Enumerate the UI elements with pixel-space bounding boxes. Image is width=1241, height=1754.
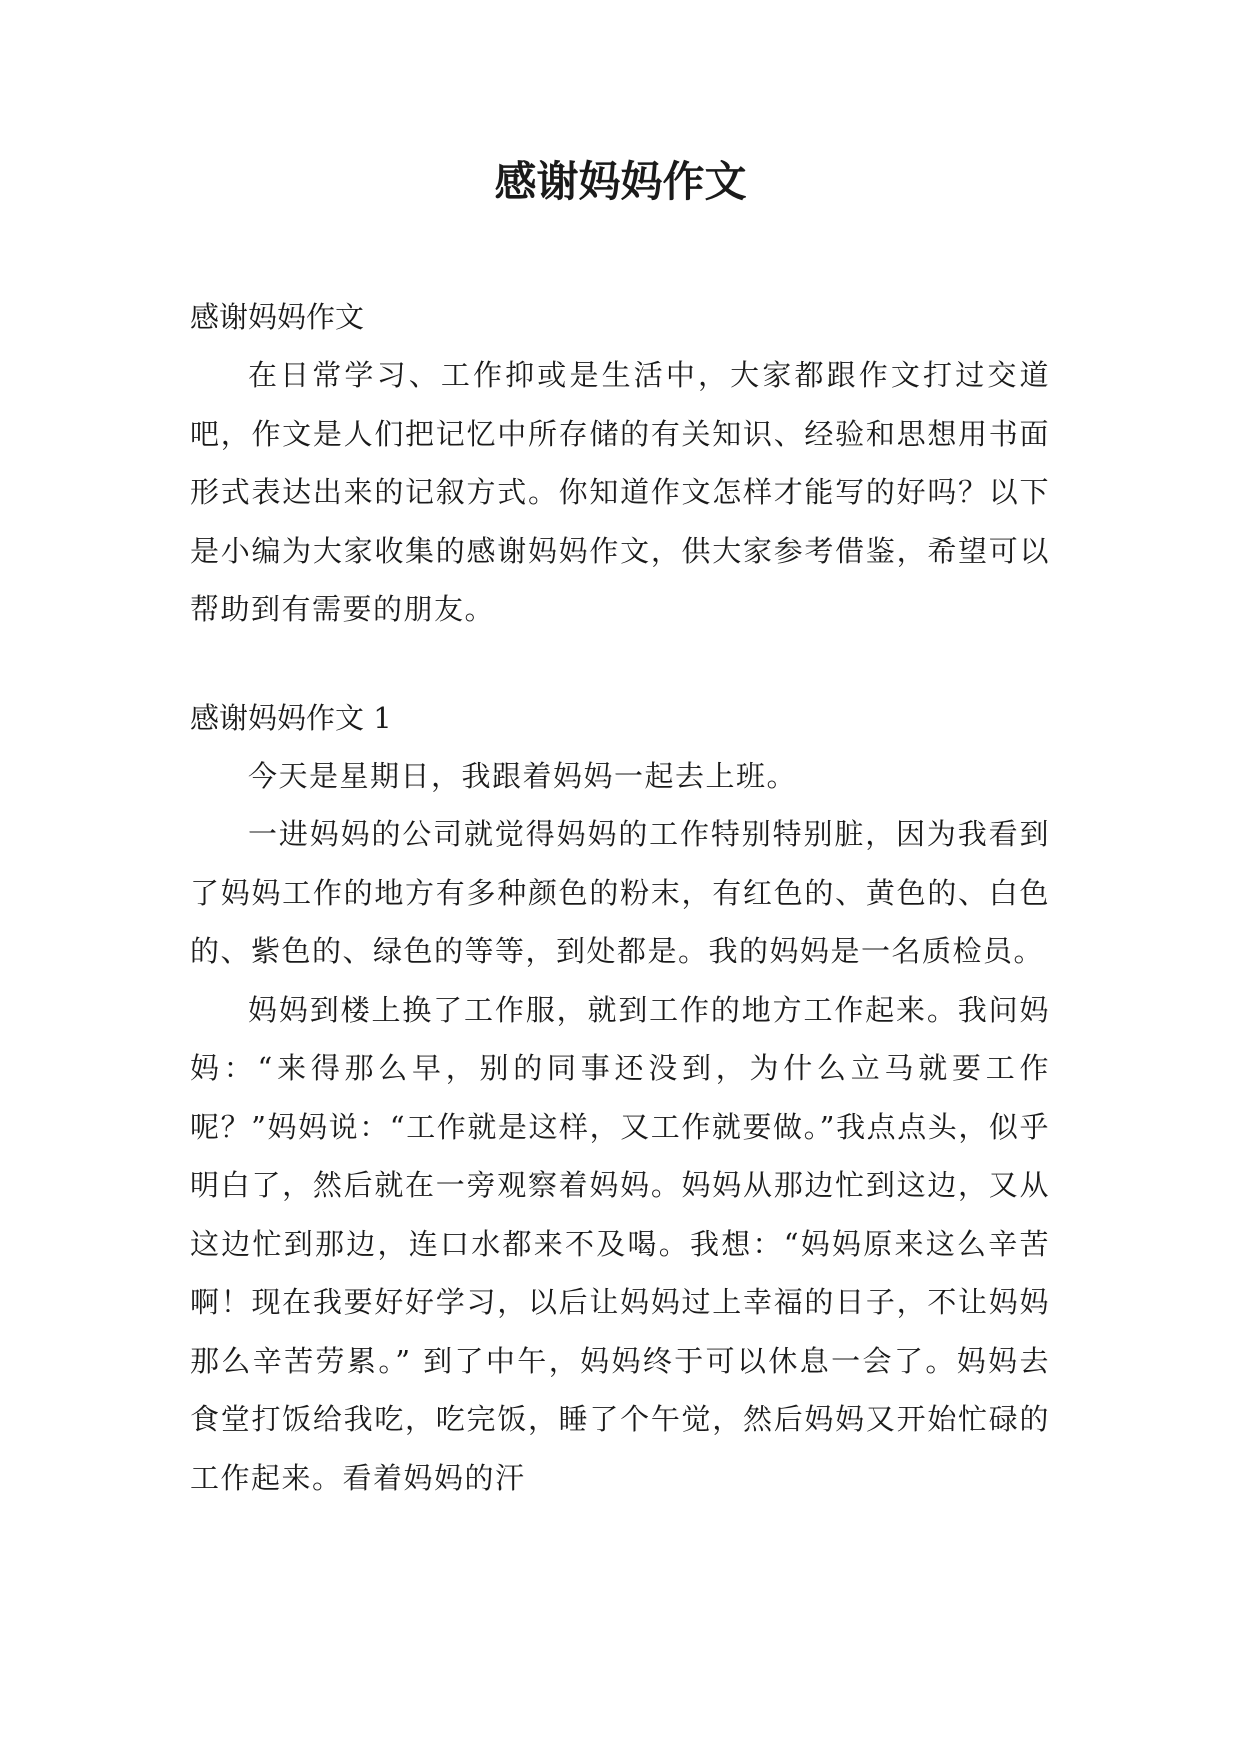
document-title: 感谢妈妈作文	[494, 157, 747, 206]
document-body	[190, 288, 1050, 1507]
section-spacer	[190, 639, 1050, 689]
intro-paragraph: 在日常学习、工作抑或是生活中，大家都跟作文打过交道吧，作文是人们把记忆中所存储的有关知识、经验和思想用书面形式表达出来的记叙方式。你知道作文怎样才能写的好吗？以下是小编为大家收集的感谢妈妈作文，供大家参考借鉴，希望可以帮助到有需要的朋友。	[190, 358, 1050, 626]
essay1-heading: 感谢妈妈作文 1	[190, 700, 392, 735]
intro-heading: 感谢妈妈作文	[190, 300, 365, 334]
essay1-paragraph-2: 一进妈妈的公司就觉得妈妈的工作特别特别脏，因为我看到了妈妈工作的地方有多种颜色的粉末，有红色的、黄色的、白色的、紫色的、绿色的等等，到处都是。我的妈妈是一名质检员。	[190, 817, 1050, 968]
essay1-paragraph-1: 今天是星期日，我跟着妈妈一起去上班。	[248, 758, 798, 793]
essay1-paragraph-3: 妈妈到楼上换了工作服，就到工作的地方工作起来。我问妈妈：“来得那么早，别的同事还没到，为什么立马就要工作呢？”妈妈说：“工作就是这样，又工作就要做。”我点点头，似乎明白了，然后就在一旁观察着妈妈。妈妈从那边忙到这边，又从这边忙到那边，连口水都来不及喝。我想：“妈妈原来这么辛苦啊！现在我要好好学习，以后让妈妈过上幸福的日子，不让妈妈那么辛苦劳累。” 到了中午，妈妈终于可以休息一会了。妈妈去食堂打饭给我吃，吃完饭，睡了个午觉，然后妈妈又开始忙碌的工作起来。看着妈妈的汗	[190, 992, 1050, 1495]
